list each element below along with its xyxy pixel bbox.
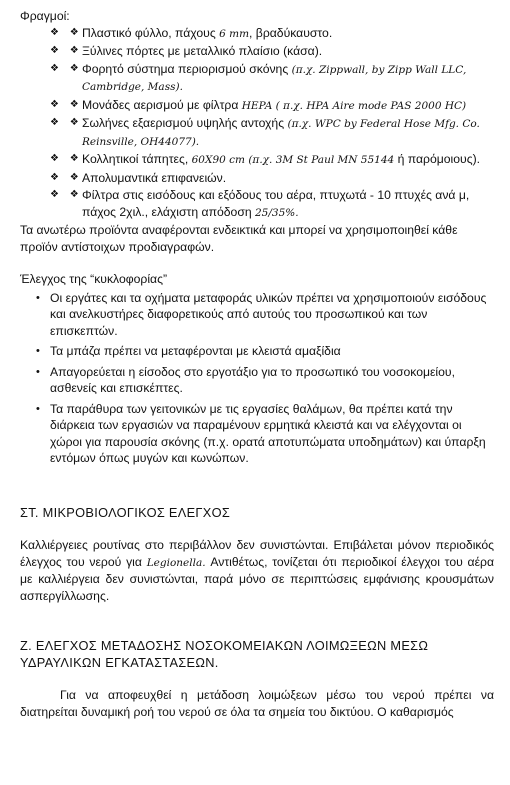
traffic-list: [20, 290, 494, 467]
diamond-bullet-icon: ❖ ❖: [50, 45, 83, 56]
list-item: • Τα παράθυρα των γειτονικών με τις εργασίες θαλάμων, θα πρέπει κατά την διάρκεια των εργασιών να παραμένουν ερμητικά κλειστά και να ελέγχονται οι χώροι για παρουσία σκόνης (π.χ. ορατά αποτυπώματα υποδημάτων) και ύπαρξη εντόμων όπως μυγών και κωνώπων.: [36, 401, 486, 465]
diamond-bullet-icon: ❖ ❖: [50, 171, 83, 183]
document-page: [20, 8, 494, 720]
list-item: ❖ ❖ Φορητό σύστημα περιορισμού σκόνης (π.χ. Zippwall, by Zipp Wall LLC, Cambridge, Mass).: [50, 61, 467, 93]
list-item: ❖ ❖ Κολλητικοί τάπητες, 60X90 cm (π.χ. 3M St Paul MN 55144 ή παρόμοιους).: [50, 152, 481, 166]
list-item: ❖ ❖ Ξύλινες πόρτες με μεταλλικό πλαίσιο (κάσα).: [50, 44, 323, 58]
diamond-bullet-icon: ❖ ❖: [50, 117, 83, 128]
barriers-heading: Φραγμοί:: [20, 9, 70, 23]
list-item: • Απαγορεύεται η είσοδος στο εργοτάξιο για το προσωπικό του νοσοκομείου, ασθενείς και επισκέπτες.: [36, 364, 455, 395]
bullet-icon: •: [36, 345, 40, 357]
list-item: ❖ ❖ Φίλτρα στις εισόδους και εξόδους του αέρα, πτυχωτά - 10 πτυχές ανά μ, πάχος 2χιλ., ελάχιστη απόδοση 25/35%.: [50, 188, 470, 219]
products-note: Τα ανωτέρω προϊόντα αναφέρονται ενδεικτικά και μπορεί να χρησιμοποιηθεί κάθε προϊόν αντίστοιχων προδιαγραφών.: [20, 223, 458, 254]
section-z-title: Ζ. ΕΛΕΓΧΟΣ ΜΕΤΑΔΟΣΗΣ ΝΟΣΟΚΟΜΕΙΑΚΩΝ ΛΟΙΜΩΞΕΩΝ ΜΕΣΩ ΥΔΡΑΥΛΙΚΩΝ ΕΓΚΑΤΑΣΤΑΣΕΩΝ.: [20, 638, 429, 670]
list-item: ❖ ❖ Μονάδες αερισμού με φίλτρα HEPA ( π.χ. HPA Aire mode PAS 2000 HC): [50, 97, 467, 112]
diamond-bullet-icon: ❖ ❖: [50, 26, 83, 38]
traffic-heading: Έλεγχος της “κυκλοφορίας”: [20, 272, 168, 286]
list-item: ❖ ❖ Πλαστικό φύλλο, πάχους 6 mm, βραδύκαυστο.: [50, 25, 333, 40]
bullet-icon: •: [36, 291, 40, 304]
section-z-body: Για να αποφευχθεί η μετάδοση λοιμώξεων μέσω του νερού πρέπει να διατηρείται δυναμική ροή του νερού σε όλα τα σημεία του δικτύου. Ο καθαρισμός: [20, 688, 494, 719]
diamond-bullet-icon: ❖ ❖: [50, 189, 83, 200]
bullet-icon: •: [36, 402, 40, 415]
diamond-bullet-icon: ❖ ❖: [50, 98, 83, 110]
bullet-icon: •: [36, 365, 40, 378]
section-st-body: Καλλιέργειες ρουτίνας στο περιβάλλον δεν συνιστώνται. Επιβάλεται μόνον περιοδικός έλεγχος του νερού για Legionella. Αντιθέτως, τονίζεται ότι περιοδικοί έλεγχοι του αέρα με καλλιέργεια δεν συνιστώνται, παρά μόνο σε περιπτώσεις εμφάνισης κρουσμάτων ασπεργίλλωσης.: [20, 538, 494, 603]
list-item: ❖ ❖ Σωλήνες εξαερισμού υψηλής αντοχής (π.χ. WPC by Federal Hose Mfg. Co. Reinsville, OH44077).: [50, 116, 480, 148]
list-item: • Οι εργάτες και τα οχήματα μεταφοράς υλικών πρέπει να χρησιμοποιούν εισόδους και ανελκυστήρες διαφορετικούς από αυτούς του προσωπικού και των επισκεπτών.: [36, 290, 487, 338]
list-item: ❖ ❖ Απολυμαντικά επιφανειών.: [50, 170, 227, 185]
diamond-bullet-icon: ❖ ❖: [50, 153, 83, 164]
diamond-bullet-icon: ❖ ❖: [50, 62, 83, 74]
list-item: • Τα μπάζα πρέπει να μεταφέρονται με κλειστά αμαξίδια: [36, 344, 341, 358]
barriers-list: [20, 25, 494, 222]
section-st-title: ΣΤ. ΜΙΚΡΟΒΙΟΛΟΓΙΚΟΣ ΕΛΕΓΧΟΣ: [20, 504, 231, 520]
